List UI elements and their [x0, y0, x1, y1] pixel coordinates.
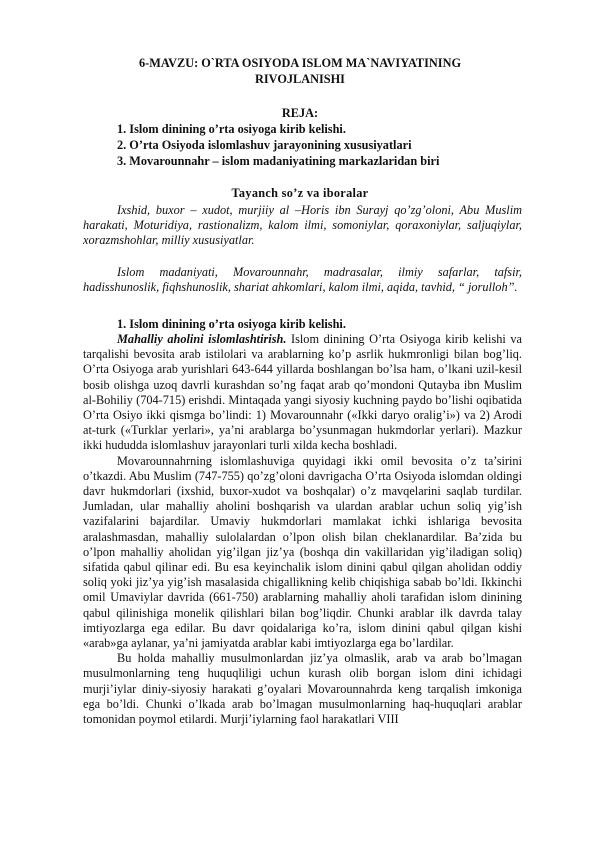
document-title-line2: RIVOJLANISHI: [255, 72, 345, 86]
paragraph-3: Bu holda mahalliy musulmonlardan jiz’ya olmaslik, arab va arab bo’lmagan musulmonlarning teng huquqliligi uchun kurash olib borgan islom dini ichidagi murji’iylar diniy-siyosiy harakati g’oyalari Movarounnahrda keng tarqalish imkoniga ega bo’ldi. Chunki o’lkada arab bo’lmagan musulmonlarning haq-huquqlari arablar tomonidan poymol etilardi. Murji’iylarning faol harakatlari VIII: [83, 651, 522, 727]
keywords-heading: Tayanch so’z va iboralar: [231, 186, 369, 200]
plan-item-3: 3. Movarounnahr – islom madaniyatining markazlaridan biri: [117, 154, 440, 168]
keywords-text-1: Ixshid, buxor – xudot, murjiiy al –Horis ibn Surayj qo’zg’oloni, Abu Muslim harakati, Moturidiya, rastionalizm, kalom ilmi, somoniylar, qoraxoniylar, saljuqiylar, xorazmshohlar, milliy xususiyatlar.: [83, 203, 522, 248]
plan-item-1: 1. Islom dinining o’rta osiyoga kirib kelishi.: [117, 122, 346, 136]
paragraph-lead: Mahalliy aholini islomlashtirish.: [117, 332, 287, 346]
keywords-paragraph-1: [83, 203, 522, 249]
keywords-paragraph-2: [83, 265, 522, 295]
section-body: [83, 332, 522, 727]
section-heading: 1. Islom dinining o’rta osiyoga kirib kelishi.: [117, 317, 346, 331]
document-title-line1: 6-MAVZU: O`RTA OSIYODA ISLOM MA`NAVIYATINING: [138, 56, 462, 70]
paragraph-1-text: Islom dinining O’rta Osiyoga kirib kelishi va tarqalishi bevosita arab istilolari va arablarning ko’p asrlik hukmronligi bilan bog’liq. O’rta Osiyoga arab yurishlari 643-644 yillarda boshlangan bo’lsa ham, o’lkani uzil-kesil bosib olishga uzoq davrli kurashdan so’ng faqat arab qo’mondoni Qutayba ibn Muslim al-Bohiliy (704-715) erishdi. Mintaqada yangi siyosiy kuchning paydo bo’lishi oqibatida O’rta Osiyo ikki qismga bo’lindi: 1) Movarounnahr («Ikki daryo oralig’i») va 2) Arodi at-turk («Turklar yerlari», ya’ni arablarga bo’ysunmagan hukmdorlar yerlari). Mazkur ikki hududda islomlashuv jarayonlari turli xilda kecha boshladi.: [83, 332, 523, 453]
keywords-text-2: Islom madaniyati, Movarounnahr, madrasalar, ilmiy safarlar, tafsir, hadisshunoslik, fiqhshunoslik, shariat ahkomlari, kalom ilmi, aqida, tavhid, “ jorulloh”.: [83, 265, 522, 295]
paragraph-1: [83, 332, 522, 454]
plan-heading: REJA:: [281, 106, 319, 120]
plan-item-2: 2. O’rta Osiyoda islomlashuv jarayonining xususiyatlari: [117, 138, 412, 152]
paragraph-2: Movarounnahrning islomlashuviga quyidagi ikki omil bevosita o’z ta’sirini o’tkazdi. Abu Muslim (747-755) qo’zg’oloni davrigacha O’rta Osiyoda islomdan oldingi davr hukmdorlari (ixshid, buxor-xudot va boshqalar) o’z mavqelarini saqlab turdilar. Jumladan, ular mahalliy aholini boshqarish va ulardan arablar uchun soliq yig’ish vazifalarini bajardilar. Umaviy hukmdorlari mamlakat ichki ishlariga bevosita aralashmasdan, mahalliy sulolalardan o’lpon olish bilan cheklanardilar. Ba’zida bu o’lpon mahalliy aholidan yig’ilgan jiz’ya (boshqa din vakillaridan yig’iladigan soliq) sifatida qabul qilinar edi. Bu esa keyinchalik islom dinini qabul qilgan aholidan oddiy soliq yoki jiz’ya yig’ish masalasida chigallikning kelib chiqishiga sabab bo’ldi. Ikkinchi omil Umaviylar davrida (661-750) arablarning mahalliy aholi tarafidan islom dinining qabul qilinishiga monelik qilishlari bilan bog’liqdir. Chunki arablar ilk davrda talay imtiyozlarga ega edilar. Bu davr qoidalariga ko’ra, islom dinini qabul qilgan kishi «arab»ga aylanar, ya’ni jamiyatda arablar kabi imtiyozlarga ega bo’lardilar.: [83, 453, 522, 651]
